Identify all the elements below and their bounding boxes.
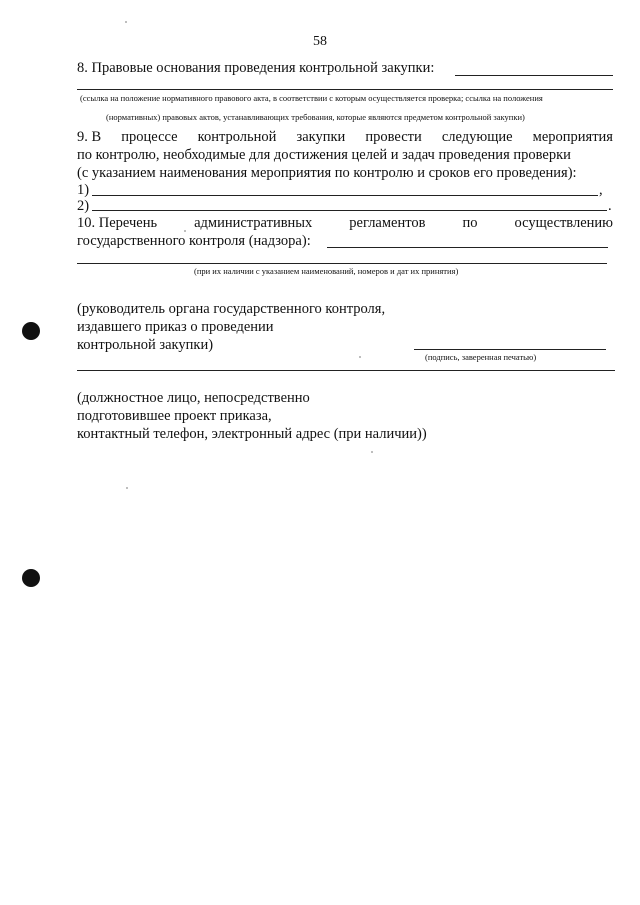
punch-hole-bottom: [22, 569, 40, 587]
section-9-item-1-end: ,: [599, 182, 603, 198]
section-9-item-2-line[interactable]: [92, 210, 607, 211]
punch-hole-top: [22, 322, 40, 340]
scan-speck: [359, 356, 361, 358]
section-8-note-line-1: (ссылка на положение нормативного правового акта, в соответствии с которым осуществляется проверка; ссылка на положения: [80, 93, 543, 103]
section-9-word: закупки: [296, 129, 346, 145]
section-10-note: (при их наличии с указанием наименований, номеров и дат их принятия): [194, 266, 459, 276]
head-block-line-2: издавшего приказ о проведении: [77, 319, 274, 335]
section-10-answer-line[interactable]: [77, 263, 607, 264]
section-10-word: осуществлению: [514, 215, 613, 231]
page-number: 58: [313, 34, 327, 49]
section-9-word: следующие: [441, 129, 513, 145]
section-9-line-3: (с указанием наименования мероприятия по контролю и сроков его проведения):: [77, 165, 577, 181]
official-block-line-2: подготовившее проект приказа,: [77, 408, 272, 424]
section-9-item-2-label: 2): [77, 198, 90, 214]
official-block-line-1: (должностное лицо, непосредственно: [77, 390, 310, 406]
section-8-blank-line[interactable]: [455, 75, 613, 76]
section-9-word: мероприятия: [532, 129, 613, 145]
section-9-word: контрольной: [197, 129, 277, 145]
section-10-first-line: [77, 214, 613, 232]
head-block-separator-line: [77, 370, 615, 371]
signature-note: (подпись, заверенная печатью): [425, 352, 537, 362]
section-9-word: провести: [365, 129, 422, 145]
section-10-word: 10. Перечень: [77, 215, 158, 231]
section-10-word: по: [462, 215, 478, 231]
section-8-note-line-2: (нормативных) правовых актов, устанавливающих требования, которые являются предметом контрольной закупки): [106, 112, 525, 122]
section-10-line-2: государственного контроля (надзора):: [77, 233, 311, 249]
signature-line[interactable]: [414, 349, 606, 350]
head-block-line-3: контрольной закупки): [77, 337, 214, 353]
section-9-item-1-label: 1): [77, 182, 90, 198]
scan-speck: [125, 21, 127, 23]
head-block-line-1: (руководитель органа государственного контроля,: [77, 301, 386, 317]
scan-speck: [184, 230, 186, 232]
section-9-first-line: [77, 128, 613, 146]
official-block-line-3: контактный телефон, электронный адрес (при наличии)): [77, 426, 427, 442]
section-10-blank-line[interactable]: [327, 247, 608, 248]
section-8-heading: 8. Правовые основания проведения контрольной закупки:: [77, 60, 435, 76]
section-10-word: административных: [194, 215, 313, 231]
section-9-line-2: по контролю, необходимые для достижения целей и задач проведения проверки: [77, 147, 571, 163]
scan-speck: [371, 451, 373, 453]
section-8-answer-line[interactable]: [77, 89, 613, 90]
section-9-word: 9. В: [77, 129, 102, 145]
section-9-item-2-end: .: [608, 198, 612, 214]
scan-speck: [126, 487, 128, 489]
section-10-word: регламентов: [349, 215, 426, 231]
section-9-word: процессе: [121, 129, 178, 145]
section-9-item-1-line[interactable]: [92, 195, 598, 196]
